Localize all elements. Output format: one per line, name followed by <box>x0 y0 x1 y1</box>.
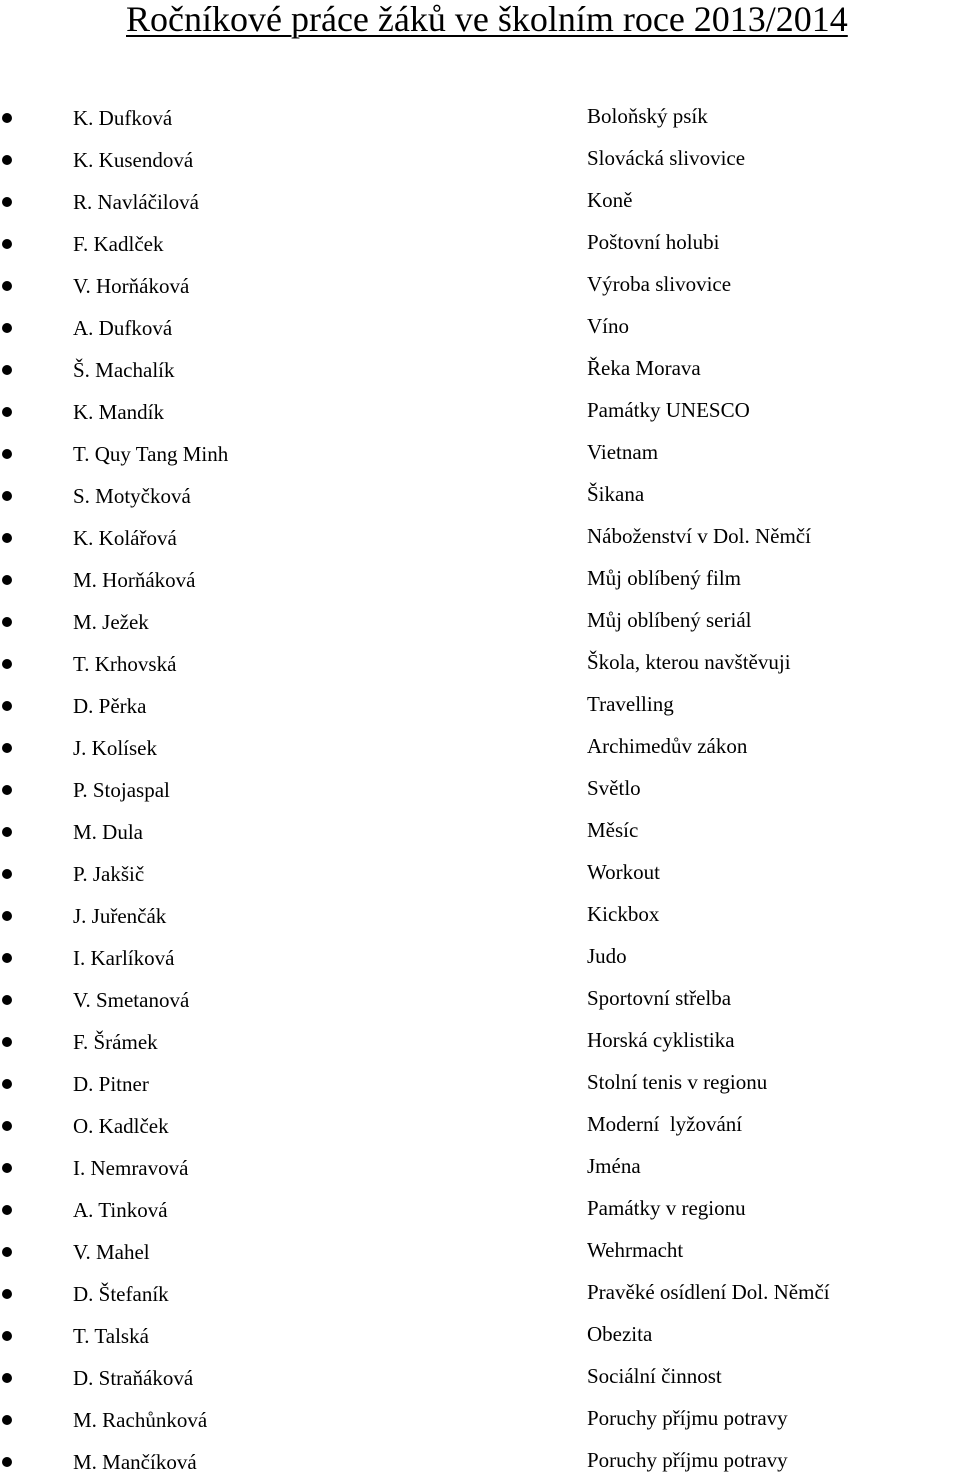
list-item <box>0 349 960 391</box>
student-name: R. Navláčilová <box>73 190 199 214</box>
work-topic: Řeka Morava <box>587 356 701 380</box>
list-item <box>0 475 960 517</box>
work-topic: Náboženství v Dol. Němčí <box>587 524 811 548</box>
bullet-icon <box>2 1037 12 1047</box>
list-item <box>0 811 960 853</box>
list-item <box>0 853 960 895</box>
student-name: P. Jakšič <box>73 862 145 886</box>
list-item <box>0 265 960 307</box>
student-name: J. Kolísek <box>73 736 157 760</box>
bullet-icon <box>2 1415 12 1425</box>
bullet-icon <box>2 1205 12 1215</box>
list-item <box>0 433 960 475</box>
work-topic: Stolní tenis v regionu <box>587 1070 768 1094</box>
work-topic: Měsíc <box>587 818 639 842</box>
bullet-icon <box>2 953 12 963</box>
work-topic: Moderní lyžování <box>587 1112 743 1136</box>
bullet-icon <box>2 197 12 207</box>
student-name: M. Dula <box>73 820 143 844</box>
list-item <box>0 685 960 727</box>
bullet-icon <box>2 323 12 333</box>
work-topic: Víno <box>587 314 629 338</box>
bullet-icon <box>2 827 12 837</box>
work-topic: Můj oblíbený seriál <box>587 608 752 632</box>
work-topic: Výroba slivovice <box>587 272 732 296</box>
bullet-icon <box>2 1121 12 1131</box>
work-topic: Koně <box>587 188 633 212</box>
student-name: K. Mandík <box>73 400 164 424</box>
student-name: K. Dufková <box>73 106 173 130</box>
work-topic: Judo <box>587 944 627 968</box>
list-item <box>0 727 960 769</box>
work-topic: Škola, kterou navštěvuji <box>587 650 791 674</box>
work-topic: Poruchy příjmu potravy <box>587 1448 788 1472</box>
list-item <box>0 139 960 181</box>
student-name: D. Pitner <box>73 1072 149 1096</box>
document-title: Ročníkové práce žáků ve školním roce 2013/2014 <box>126 0 848 39</box>
student-name: S. Motyčková <box>73 484 191 508</box>
bullet-icon <box>2 1163 12 1173</box>
list-item <box>0 937 960 979</box>
list-item <box>0 181 960 223</box>
work-topic: Kickbox <box>587 902 660 926</box>
work-topic: Horská cyklistika <box>587 1028 735 1052</box>
list-item <box>0 1063 960 1105</box>
student-name: T. Quy Tang Minh <box>73 442 229 466</box>
student-name: I. Karlíková <box>73 946 175 970</box>
bullet-icon <box>2 155 12 165</box>
bullet-icon <box>2 743 12 753</box>
work-topic: Workout <box>587 860 660 884</box>
work-topic: Světlo <box>587 776 641 800</box>
work-topic: Sportovní střelba <box>587 986 732 1010</box>
student-name: M. Ježek <box>73 610 149 634</box>
bullet-icon <box>2 491 12 501</box>
list-item <box>0 391 960 433</box>
list-item <box>0 559 960 601</box>
bullet-icon <box>2 407 12 417</box>
bullet-icon <box>2 365 12 375</box>
student-name: P. Stojaspal <box>73 778 170 802</box>
work-topic: Slovácká slivovice <box>587 146 746 170</box>
student-name: D. Štefaník <box>73 1282 169 1306</box>
student-name: M. Mančíková <box>73 1450 197 1474</box>
bullet-icon <box>2 1289 12 1299</box>
student-name: T. Talská <box>73 1324 149 1348</box>
list-item <box>0 1315 960 1357</box>
work-topic: Památky UNESCO <box>587 398 750 422</box>
student-name: K. Kusendová <box>73 148 194 172</box>
bullet-icon <box>2 281 12 291</box>
work-topic: Šikana <box>587 482 645 506</box>
bullet-icon <box>2 617 12 627</box>
student-name: T. Krhovská <box>73 652 177 676</box>
list-item <box>0 1399 960 1441</box>
list-item <box>0 1231 960 1273</box>
bullet-icon <box>2 869 12 879</box>
student-name: K. Kolářová <box>73 526 177 550</box>
work-topic: Wehrmacht <box>587 1238 684 1262</box>
list-item <box>0 1273 960 1315</box>
bullet-icon <box>2 995 12 1005</box>
student-name: J. Juřenčák <box>73 904 167 928</box>
student-name: D. Pěrka <box>73 694 147 718</box>
bullet-icon <box>2 449 12 459</box>
work-topic: Poruchy příjmu potravy <box>587 1406 788 1430</box>
work-topic: Poštovní holubi <box>587 230 720 254</box>
student-name: V. Mahel <box>73 1240 150 1264</box>
work-topic: Travelling <box>587 692 674 716</box>
bullet-icon <box>2 659 12 669</box>
student-name: A. Tinková <box>73 1198 168 1222</box>
list-item <box>0 1147 960 1189</box>
list-item <box>0 517 960 559</box>
bullet-icon <box>2 113 12 123</box>
bullet-icon <box>2 911 12 921</box>
bullet-icon <box>2 1457 12 1467</box>
bullet-icon <box>2 575 12 585</box>
student-name: A. Dufková <box>73 316 173 340</box>
work-topic: Sociální činnost <box>587 1364 722 1388</box>
work-topic: Obezita <box>587 1322 653 1346</box>
list-item <box>0 769 960 811</box>
student-name: D. Straňáková <box>73 1366 194 1390</box>
bullet-icon <box>2 785 12 795</box>
student-name: Š. Machalík <box>73 358 175 382</box>
student-name: F. Šrámek <box>73 1030 158 1054</box>
student-work-list <box>0 97 960 1483</box>
work-topic: Vietnam <box>587 440 659 464</box>
bullet-icon <box>2 1079 12 1089</box>
student-name: M. Horňáková <box>73 568 196 592</box>
list-item <box>0 643 960 685</box>
list-item <box>0 307 960 349</box>
work-topic: Můj oblíbený film <box>587 566 741 590</box>
list-item <box>0 601 960 643</box>
work-topic: Pravěké osídlení Dol. Němčí <box>587 1280 830 1304</box>
student-name: M. Rachůnková <box>73 1408 208 1432</box>
bullet-icon <box>2 533 12 543</box>
bullet-icon <box>2 1331 12 1341</box>
student-name: F. Kadlček <box>73 232 164 256</box>
list-item <box>0 1357 960 1399</box>
bullet-icon <box>2 1373 12 1383</box>
list-item <box>0 97 960 139</box>
list-item <box>0 1189 960 1231</box>
list-item <box>0 1021 960 1063</box>
student-name: I. Nemravová <box>73 1156 189 1180</box>
list-item <box>0 1105 960 1147</box>
work-topic: Památky v regionu <box>587 1196 746 1220</box>
bullet-icon <box>2 701 12 711</box>
work-topic: Archimedův zákon <box>587 734 748 758</box>
list-item <box>0 223 960 265</box>
work-topic: Boloňský psík <box>587 104 708 128</box>
list-item <box>0 1441 960 1483</box>
student-name: O. Kadlček <box>73 1114 169 1138</box>
student-name: V. Horňáková <box>73 274 190 298</box>
list-item <box>0 895 960 937</box>
bullet-icon <box>2 239 12 249</box>
list-item <box>0 979 960 1021</box>
bullet-icon <box>2 1247 12 1257</box>
student-name: V. Smetanová <box>73 988 190 1012</box>
work-topic: Jména <box>587 1154 641 1178</box>
